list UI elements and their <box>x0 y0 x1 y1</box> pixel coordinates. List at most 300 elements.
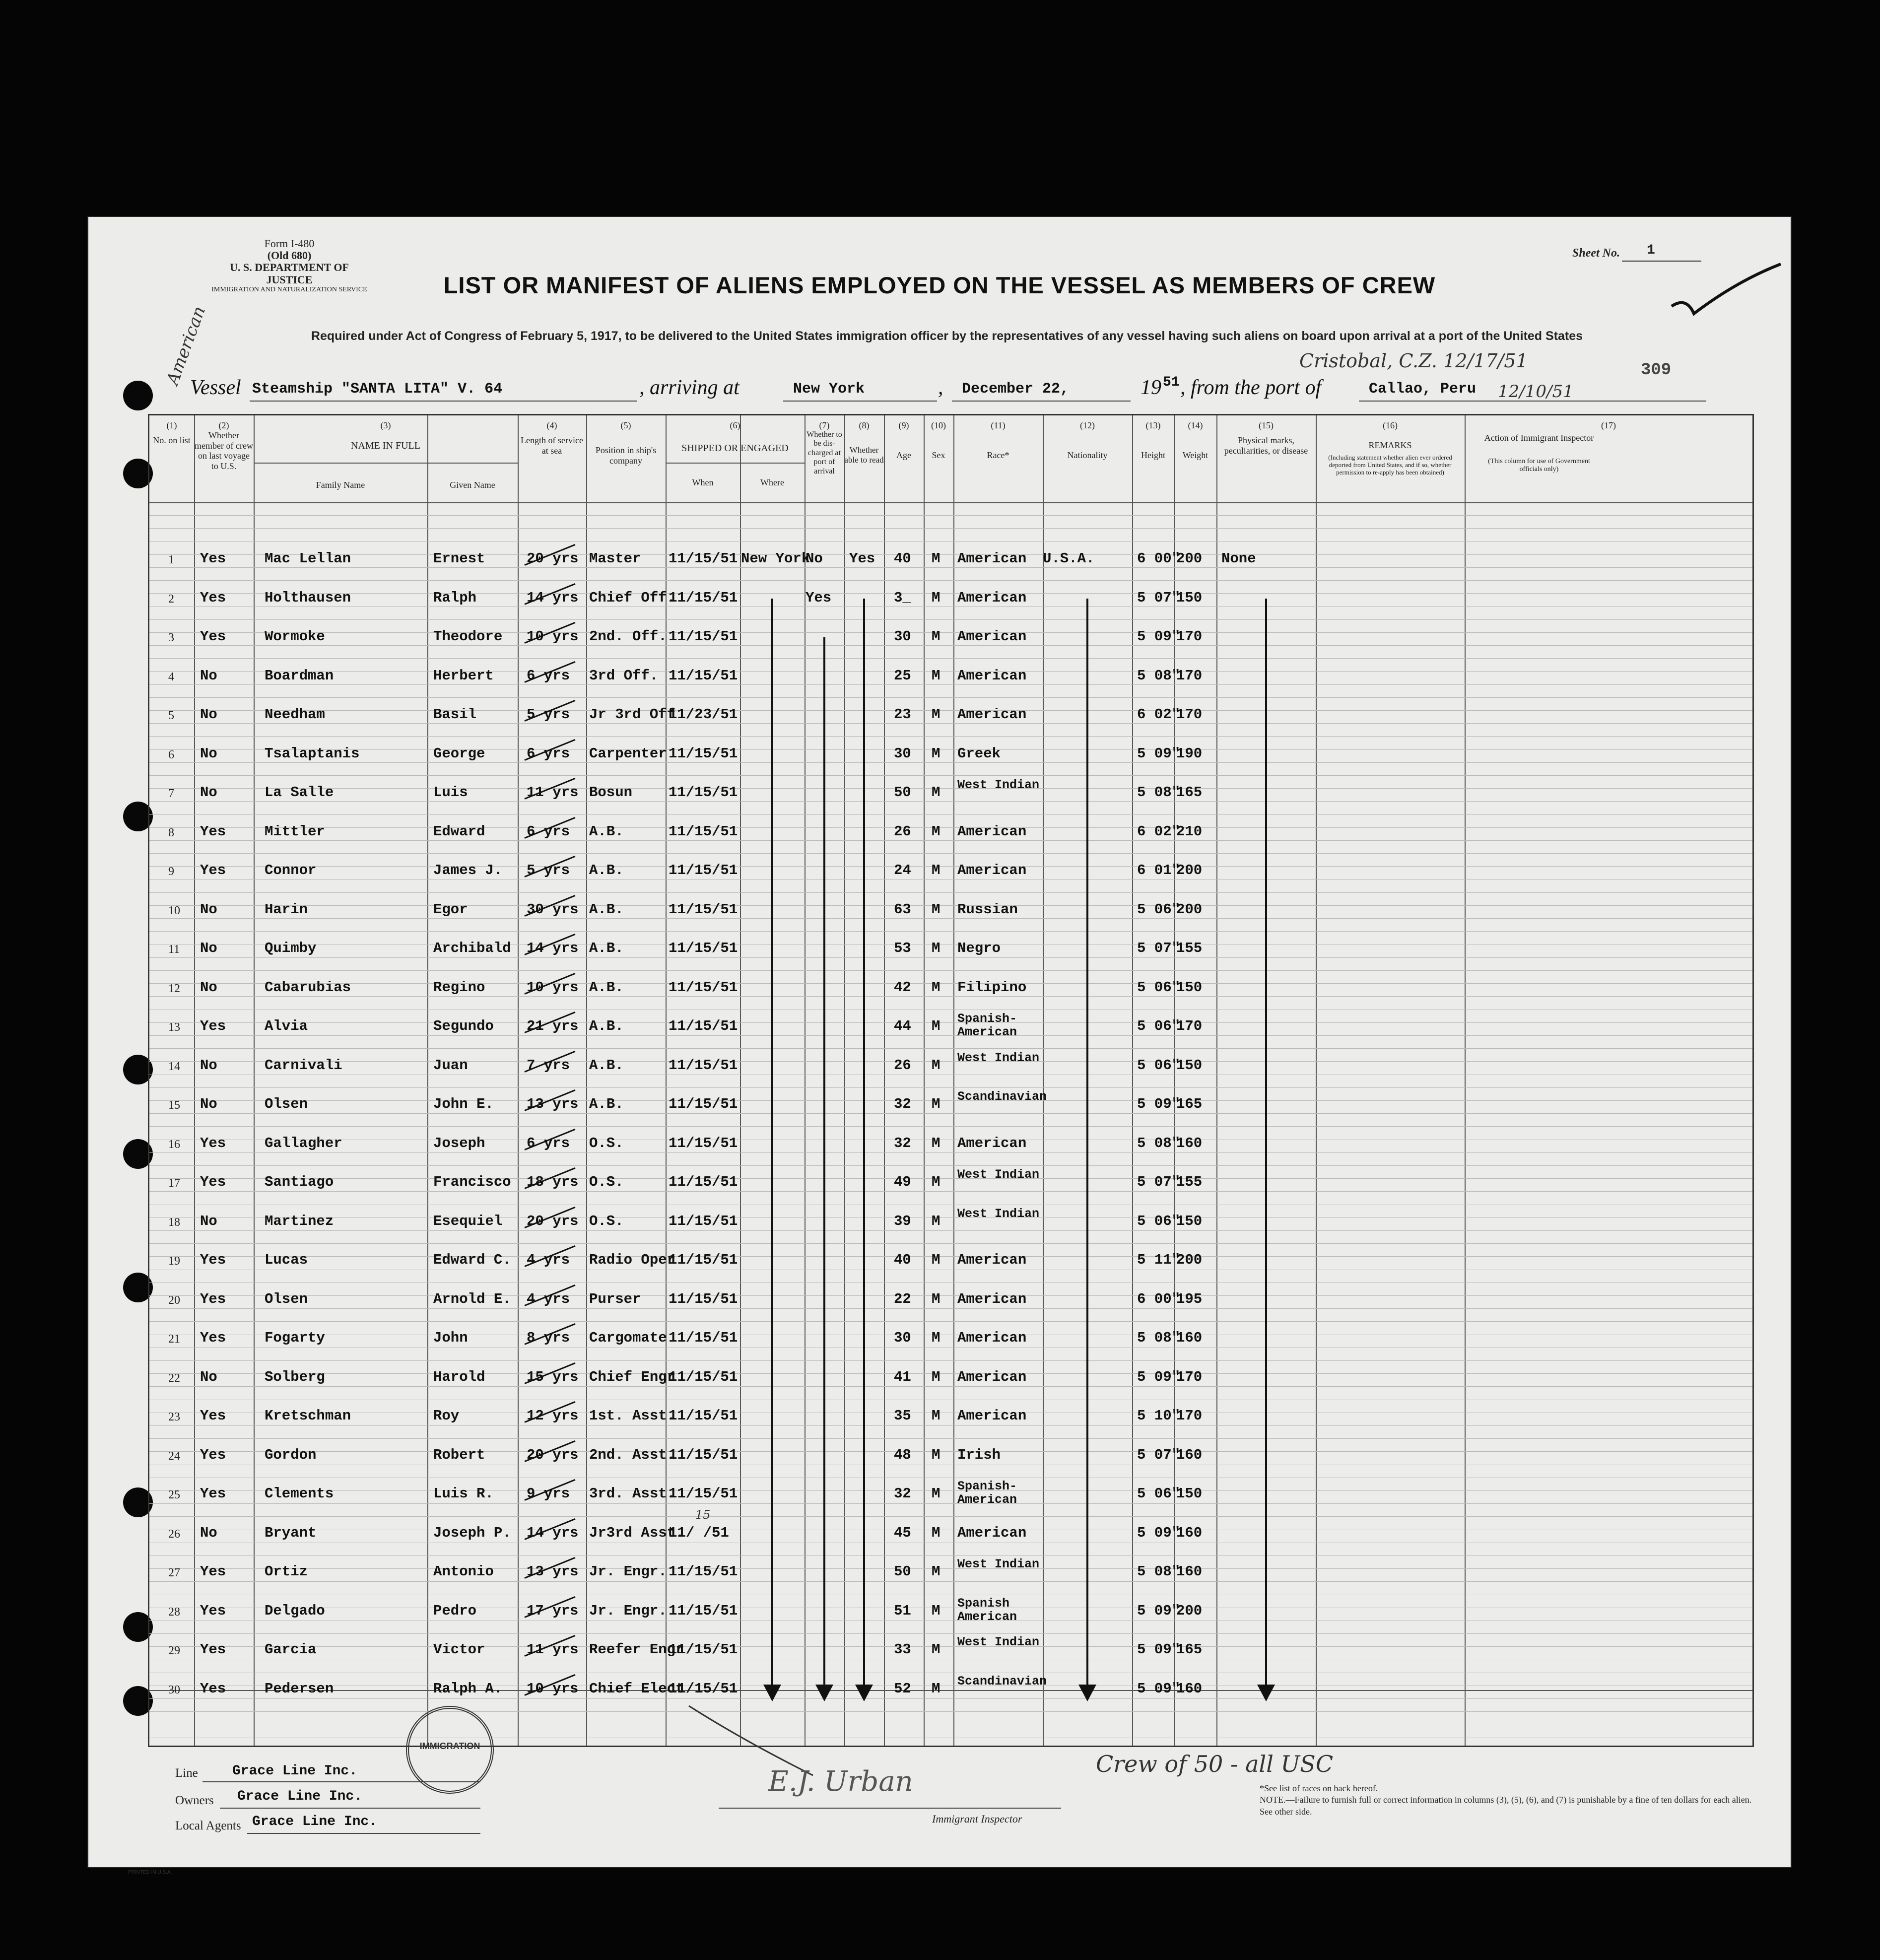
cell-service: 11 yrs <box>527 1641 579 1658</box>
cell-height: 5 09" <box>1137 1368 1181 1385</box>
immigration-stamp: IMMIGRATION <box>406 1706 494 1794</box>
cell-sex: M <box>932 1680 940 1697</box>
cell-family: Olsen <box>265 1096 308 1112</box>
inspector-underline <box>719 1808 1061 1809</box>
cell-given: Ralph <box>433 589 477 606</box>
cell-service: 20 yrs <box>527 550 579 567</box>
cell-weight: 200 <box>1176 901 1203 918</box>
cell-weight: 150 <box>1176 1486 1203 1502</box>
cell-service: 6 yrs <box>527 1135 570 1151</box>
cell-family: Harin <box>265 901 308 918</box>
cell-age: 23 <box>894 706 911 723</box>
arriving-label: , arriving at <box>639 376 739 399</box>
column-number: (4) <box>546 420 557 430</box>
cell-service: 9 yrs <box>527 1486 570 1502</box>
cell-marks: None <box>1221 550 1256 567</box>
cell-age: 49 <box>894 1174 911 1190</box>
cell-height: 5 08" <box>1137 667 1181 684</box>
column-number: (8) <box>859 420 870 430</box>
cell-given: Edward C. <box>433 1252 511 1268</box>
cell-position: Carpenter <box>589 745 667 762</box>
cell-weight: 160 <box>1176 1524 1203 1541</box>
cell-prev: Yes <box>200 1018 226 1034</box>
cell-race: Spanish-American <box>957 1479 1017 1507</box>
cell-race: American <box>957 823 1027 840</box>
cell-sex: M <box>932 940 940 956</box>
ruled-line <box>149 788 1752 789</box>
ruled-line <box>149 593 1752 594</box>
from-label: , from the port of <box>1180 376 1322 399</box>
ruled-line <box>149 762 1752 763</box>
cell-family: Lucas <box>265 1252 308 1268</box>
cell-position: 1st. Asst. <box>589 1408 676 1424</box>
agents-value: Grace Line Inc. <box>252 1814 378 1829</box>
cell-when: 11/ /51 <box>669 1524 729 1541</box>
cell-sex: M <box>932 1096 940 1112</box>
cell-race: American <box>957 628 1027 645</box>
column-divider <box>1174 415 1175 1746</box>
cell-weight: 200 <box>1176 1602 1203 1619</box>
cell-service: 18 yrs <box>527 1174 579 1190</box>
column-header: Weight <box>1182 450 1209 460</box>
cell-given: Joseph <box>433 1135 485 1151</box>
ruled-line <box>149 983 1752 984</box>
cell-prev: No <box>200 1096 217 1112</box>
cell-sex: M <box>932 706 940 723</box>
row-number: 13 <box>168 1021 180 1034</box>
cell-family: Wormoke <box>265 628 325 645</box>
ruled-line <box>149 1035 1752 1036</box>
cell-age: 44 <box>894 1018 911 1034</box>
ditto-arrow-head-icon <box>763 1685 781 1701</box>
cell-family: Garcia <box>265 1641 317 1658</box>
cell-sex: M <box>932 1290 940 1307</box>
cell-race: Spanish-American <box>957 1012 1017 1039</box>
cell-service: 12 yrs <box>527 1408 579 1424</box>
cell-service: 21 yrs <box>527 1018 579 1034</box>
cell-age: 30 <box>894 1330 911 1346</box>
cell-service: 5 yrs <box>527 862 570 879</box>
cell-given: Robert <box>433 1446 485 1463</box>
cell-age: 35 <box>894 1408 911 1424</box>
ruled-line <box>149 749 1752 750</box>
cell-age: 50 <box>894 1563 911 1580</box>
column-header: Physical marks, peculiarities, or disease <box>1224 435 1308 456</box>
cell-position: A.B. <box>589 1096 624 1112</box>
cell-given: James J. <box>433 862 503 879</box>
cell-given: Juan <box>433 1057 468 1074</box>
cell-service: 4 yrs <box>527 1252 570 1268</box>
ruled-line <box>149 1633 1752 1634</box>
cell-race: West Indian <box>957 1557 1040 1571</box>
column-header: Length of service at sea <box>521 435 583 456</box>
cell-height: 5 08" <box>1137 784 1181 801</box>
column-number: (9) <box>898 420 909 430</box>
agents-label: Local Agents <box>175 1819 241 1832</box>
line-value: Grace Line Inc. <box>232 1763 358 1779</box>
cell-given: Francisco <box>433 1174 511 1190</box>
cell-when: 11/15/51 <box>669 667 738 684</box>
column-header: SHIPPED OR ENGAGED <box>681 443 789 454</box>
row-number: 4 <box>168 670 174 683</box>
ditto-arrow-line <box>771 599 773 1685</box>
cell-service: 7 yrs <box>527 1057 570 1074</box>
cell-age: 32 <box>894 1486 911 1502</box>
cell-position: Master <box>589 550 641 567</box>
cell-service: 14 yrs <box>527 1524 579 1541</box>
owners-underline <box>220 1808 480 1809</box>
column-divider <box>1043 415 1044 1746</box>
cell-age: 52 <box>894 1680 911 1697</box>
cell-prev: Yes <box>200 1408 226 1424</box>
cell-given: Esequiel <box>433 1213 503 1229</box>
cell-nat: U.S.A. <box>1043 550 1095 567</box>
hand-date-correction: 15 <box>695 1507 711 1522</box>
cell-family: Pedersen <box>265 1680 334 1697</box>
cell-sex: M <box>932 823 940 840</box>
cell-weight: 170 <box>1176 628 1203 645</box>
column-header: Position in ship's company <box>595 445 657 466</box>
cell-given: Basil <box>433 706 477 723</box>
ruled-line <box>149 1646 1752 1647</box>
cell-family: Santiago <box>265 1174 334 1190</box>
cell-height: 5 06" <box>1137 1018 1181 1034</box>
cell-height: 6 02" <box>1137 823 1181 840</box>
cell-family: Quimby <box>265 940 317 956</box>
cell-sex: M <box>932 550 940 567</box>
cell-given: John E. <box>433 1096 494 1112</box>
ruled-line <box>149 918 1752 919</box>
cell-race: American <box>957 589 1027 606</box>
cell-disch: No <box>806 550 823 567</box>
column-divider <box>666 415 667 1746</box>
cell-given: Archibald <box>433 940 511 956</box>
cristobal-note: Cristobal, C.Z. 12/17/51 <box>1299 350 1528 372</box>
cell-weight: 170 <box>1176 1018 1203 1034</box>
line-label: Line <box>175 1766 198 1780</box>
column-number: (2) <box>218 420 229 430</box>
header-divider <box>149 502 1752 503</box>
cell-height: 6 02" <box>1137 706 1181 723</box>
row-number: 7 <box>168 787 174 800</box>
cell-weight: 200 <box>1176 862 1203 879</box>
ruled-line <box>149 1321 1752 1322</box>
cell-race: American <box>957 1408 1027 1424</box>
cell-prev: Yes <box>200 1563 226 1580</box>
cell-age: 40 <box>894 1252 911 1268</box>
check-mark-icon <box>1667 262 1786 321</box>
cell-sex: M <box>932 667 940 684</box>
cell-sex: M <box>932 628 940 645</box>
column-number: (5) <box>620 420 631 430</box>
ruled-line <box>149 996 1752 997</box>
column-header: Height <box>1141 450 1165 460</box>
form-line-4: IMMIGRATION AND NATURALIZATION SERVICE <box>211 285 367 293</box>
ruled-line <box>149 1555 1752 1556</box>
cell-prev: No <box>200 1213 217 1229</box>
cell-height: 5 08" <box>1137 1330 1181 1346</box>
cell-when: 11/15/51 <box>669 901 738 918</box>
ruled-line <box>149 515 1752 516</box>
cell-weight: 170 <box>1176 1368 1203 1385</box>
cell-family: Cabarubias <box>265 979 351 996</box>
cell-prev: Yes <box>200 1641 226 1658</box>
cell-given: Antonio <box>433 1563 494 1580</box>
cell-age: 32 <box>894 1096 911 1112</box>
ruled-line <box>149 1386 1752 1387</box>
cell-service: 20 yrs <box>527 1446 579 1463</box>
cell-sex: M <box>932 1641 940 1658</box>
cell-service: 15 yrs <box>527 1368 579 1385</box>
ruled-line <box>149 1438 1752 1439</box>
cell-race: Scandinavian <box>957 1089 1047 1104</box>
cell-prev: Yes <box>200 1135 226 1151</box>
ruled-line <box>149 1217 1752 1218</box>
cell-height: 5 09" <box>1137 745 1181 762</box>
cell-weight: 200 <box>1176 1252 1203 1268</box>
cell-position: O.S. <box>589 1213 624 1229</box>
cell-service: 8 yrs <box>527 1330 570 1346</box>
cell-weight: 150 <box>1176 979 1203 996</box>
cell-family: Mac Lellan <box>265 550 351 567</box>
cell-sex: M <box>932 1408 940 1424</box>
date-underline <box>952 401 1131 402</box>
cell-family: Holthausen <box>265 589 351 606</box>
cell-race: Scandinavian <box>957 1674 1047 1689</box>
cell-family: Boardman <box>265 667 334 684</box>
cell-height: 5 07" <box>1137 1174 1181 1190</box>
column-divider <box>1316 415 1317 1746</box>
ruled-line <box>149 801 1752 802</box>
row-number: 14 <box>168 1060 180 1073</box>
cell-age: 48 <box>894 1446 911 1463</box>
cell-prev: No <box>200 1524 217 1541</box>
ruled-line <box>149 684 1752 685</box>
ruled-line <box>149 697 1752 698</box>
cell-where: New York <box>741 550 810 567</box>
cell-sex: M <box>932 862 940 879</box>
cell-weight: 165 <box>1176 1096 1203 1112</box>
cell-prev: Yes <box>200 1446 226 1463</box>
cell-prev: No <box>200 979 217 996</box>
cell-family: Gordon <box>265 1446 317 1463</box>
cell-family: Alvia <box>265 1018 308 1034</box>
cell-sex: M <box>932 1252 940 1268</box>
cell-age: 45 <box>894 1524 911 1541</box>
cell-when: 11/15/51 <box>669 862 738 879</box>
cell-prev: Yes <box>200 1602 226 1619</box>
cell-given: Egor <box>433 901 468 918</box>
vessel-value: Steamship "SANTA LITA" V. 64 <box>252 381 503 398</box>
ruled-line <box>149 632 1752 633</box>
ruled-line <box>149 1113 1752 1114</box>
cell-race: American <box>957 550 1027 567</box>
cell-height: 5 10" <box>1137 1408 1181 1424</box>
cell-family: Bryant <box>265 1524 317 1541</box>
cell-weight: 150 <box>1176 1213 1203 1229</box>
cell-weight: 160 <box>1176 1563 1203 1580</box>
owners-label: Owners <box>175 1794 214 1807</box>
row-number: 2 <box>168 592 174 606</box>
row-number: 5 <box>168 709 174 722</box>
ruled-line <box>149 853 1752 854</box>
ruled-line <box>149 905 1752 906</box>
cell-service: 14 yrs <box>527 589 579 606</box>
vessel-underline <box>250 401 637 402</box>
cell-weight: 160 <box>1176 1330 1203 1346</box>
cell-weight: 150 <box>1176 589 1203 606</box>
ruled-line <box>149 814 1752 815</box>
row-number: 19 <box>168 1255 180 1268</box>
ruled-line <box>149 1308 1752 1309</box>
cell-height: 6 00" <box>1137 550 1181 567</box>
cell-age: 33 <box>894 1641 911 1658</box>
cell-prev: Yes <box>200 628 226 645</box>
cell-height: 5 06" <box>1137 1213 1181 1229</box>
cell-when: 11/15/51 <box>669 1018 738 1034</box>
cell-prev: Yes <box>200 1252 226 1268</box>
ruled-line <box>149 1152 1752 1153</box>
cell-weight: 165 <box>1176 1641 1203 1658</box>
binder-hole <box>123 381 153 410</box>
ruled-line <box>149 1022 1752 1023</box>
cell-family: Tsalaptanis <box>265 745 360 762</box>
cell-height: 5 08" <box>1137 1135 1181 1151</box>
column-header: Sex <box>932 450 945 460</box>
cell-age: 30 <box>894 745 911 762</box>
page-subtitle: Required under Act of Congress of February 5, 1917, to be delivered to the United States immigration officer by the representatives of any vessel having such aliens on board upon arrival at a port of the United States <box>311 329 1583 343</box>
column-divider <box>1465 415 1466 1746</box>
cell-race: American <box>957 1524 1027 1541</box>
ruled-line <box>149 723 1752 724</box>
column-number: (13) <box>1145 420 1161 430</box>
ruled-line <box>149 606 1752 607</box>
ruled-line <box>149 619 1752 620</box>
cell-when: 11/15/51 <box>669 550 738 567</box>
column-number: (3) <box>380 420 391 430</box>
ruled-line <box>149 1061 1752 1062</box>
ruled-line <box>149 1568 1752 1569</box>
cell-height: 5 06" <box>1137 1486 1181 1502</box>
column-header: Whether member of crew on last voyage to U.S. <box>195 430 253 472</box>
cell-family: La Salle <box>265 784 334 801</box>
column-number: (17) <box>1601 420 1616 430</box>
column-header: Family Name <box>316 480 365 490</box>
column-divider <box>427 415 428 1746</box>
column-number: (15) <box>1259 420 1274 430</box>
cell-prev: Yes <box>200 1290 226 1307</box>
cell-disch: Yes <box>806 589 832 606</box>
cell-given: Herbert <box>433 667 494 684</box>
cell-prev: Yes <box>200 1486 226 1502</box>
column-header: (Including statement whether alien ever ordered deported from United States, and if so, whether permission to re-apply has been obtained) <box>1328 454 1452 476</box>
cell-prev: No <box>200 901 217 918</box>
cell-sex: M <box>932 1563 940 1580</box>
cell-weight: 160 <box>1176 1135 1203 1151</box>
cell-sex: M <box>932 745 940 762</box>
cell-service: 30 yrs <box>527 901 579 918</box>
cell-race: American <box>957 706 1027 723</box>
cell-prev: No <box>200 745 217 762</box>
cell-sex: M <box>932 1330 940 1346</box>
cell-when: 11/23/51 <box>669 706 738 723</box>
from-value: Callao, Peru <box>1369 381 1477 398</box>
cell-given: Arnold E. <box>433 1290 511 1307</box>
row-number: 12 <box>168 982 180 995</box>
column-header: REMARKS <box>1368 440 1412 450</box>
cell-race: Negro <box>957 940 1001 956</box>
column-divider <box>1216 415 1217 1746</box>
printer-mark: PRINTED IN U.S.A. <box>128 1870 172 1875</box>
cell-position: O.S. <box>589 1135 624 1151</box>
cell-service: 6 yrs <box>527 745 570 762</box>
cell-given: Regino <box>433 979 485 996</box>
cell-prev: Yes <box>200 1174 226 1190</box>
row-number: 9 <box>168 865 174 878</box>
column-number: (1) <box>166 420 177 430</box>
cell-given: Ralph A. <box>433 1680 503 1697</box>
ruled-line <box>149 1698 1752 1699</box>
cell-race: American <box>957 1330 1027 1346</box>
ruled-line <box>149 1191 1752 1192</box>
cell-sex: M <box>932 979 940 996</box>
ruled-line <box>149 879 1752 880</box>
cell-when: 11/15/51 <box>669 979 738 996</box>
ruled-line <box>149 866 1752 867</box>
cell-service: 13 yrs <box>527 1096 579 1112</box>
row-number: 3 <box>168 631 174 644</box>
ruled-line <box>149 658 1752 659</box>
ruled-line <box>149 1425 1752 1426</box>
cell-sex: M <box>932 901 940 918</box>
cell-weight: 165 <box>1176 784 1203 801</box>
ruled-line <box>149 1490 1752 1491</box>
row-number: 20 <box>168 1293 180 1307</box>
cell-given: Luis <box>433 784 468 801</box>
ruled-line <box>149 671 1752 672</box>
ruled-line <box>149 1048 1752 1049</box>
column-number: (12) <box>1080 420 1095 430</box>
cell-race: Spanish American <box>957 1596 1017 1624</box>
row-number: 18 <box>168 1216 180 1229</box>
row-number: 16 <box>168 1138 180 1151</box>
row-number: 27 <box>168 1566 180 1579</box>
cell-age: 42 <box>894 979 911 996</box>
cell-age: 50 <box>894 784 911 801</box>
cell-weight: 200 <box>1176 550 1203 567</box>
page-title: LIST OR MANIFEST OF ALIENS EMPLOYED ON THE VESSEL AS MEMBERS OF CREW <box>443 272 1436 298</box>
column-number: (6) <box>730 420 740 430</box>
cell-height: 5 09" <box>1137 1680 1181 1697</box>
cell-height: 6 00" <box>1137 1290 1181 1307</box>
row-number: 26 <box>168 1527 180 1541</box>
ruled-line <box>149 580 1752 581</box>
cell-race: Greek <box>957 745 1001 762</box>
cell-service: 6 yrs <box>527 823 570 840</box>
row-number: 15 <box>168 1099 180 1112</box>
ruled-line <box>149 840 1752 841</box>
cell-family: Martinez <box>265 1213 334 1229</box>
cell-height: 5 06" <box>1137 901 1181 918</box>
cell-position: 2nd. Asst. <box>589 1446 676 1463</box>
ditto-arrow-line <box>1265 599 1267 1685</box>
cell-sex: M <box>932 1057 940 1074</box>
cell-age: 30 <box>894 628 911 645</box>
ruled-line <box>149 970 1752 971</box>
form-line-1: Form I-480 <box>264 237 315 250</box>
cell-given: Luis R. <box>433 1486 494 1502</box>
cell-race: Irish <box>957 1446 1001 1463</box>
